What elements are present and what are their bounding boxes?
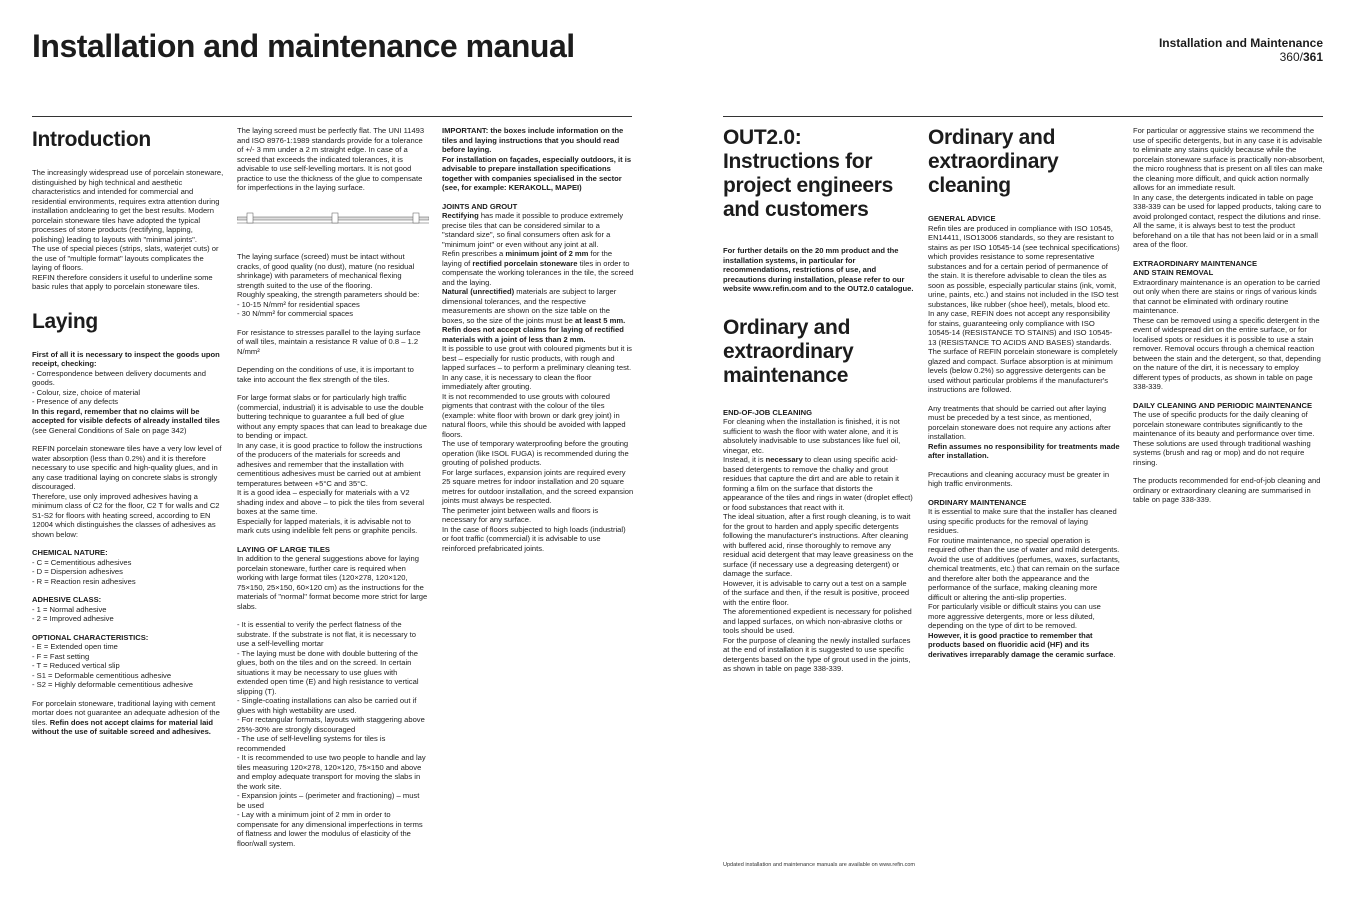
left-divider (32, 116, 632, 117)
extraordinary-paragraph: Extraordinary maintenance is an operation to be carried out only when there are stains or rings of various kinds that cannot be eliminated with ordinary routine maintenance. These can be removed using a specific detergent in the event of widespread dirt on the entire surface, or for localised spots or residues it is possible to use a stain remover. Removal occurs through a chemical reaction between the stain and the detergent, so that, depending on the nature of the dirt, it is necessary to employ different types of products, as shown in table on page 338-339. (1133, 277, 1321, 391)
cement-mortar-text: For porcelain stoneware, traditional laying with cement mortar does not guarantee an adequate adhesion of the tiles. (32, 698, 220, 727)
stains-paragraph: For particular or aggressive stains we recommend the use of specific detergents, but in any case it is advisable to eliminate any stains quickly because while the porcelain stoneware surface is practically non-absorbent, the micro roughness that is present on all tiles can make the cleaning more difficult, and quick action normally allows for an immediate result. In any case, the detergents indicated in table on page 338-339 can be used for lapped products, taking care to avoid prolonged contact, respect the dilutions and rinse. All the same, it is always best to test the product beforehand on a tile that has not been laid or in a small area of the floor. (1133, 126, 1325, 249)
out20-heading: OUT2.0: Instructions for project engineers and customers (723, 126, 893, 221)
footer-note: Updated installation and maintenance manuals are available on www.refin.com (723, 862, 916, 868)
hf-warning-bold: However, it is good practice to remember that products based on fluoridic acid (HF) and its derivatives irreparably damage the ceramic surface (928, 630, 1114, 659)
optional-characteristics-list: - E = Extended open time - F = Fast setting - T = Reduced vertical slip - S1 = Deformable cementitious adhesive - S2 = Highly deformable cementitious adhesive (32, 642, 194, 689)
out20-note: For further details on the 20 mm product and the installation systems, in particular for recommendations, restrictions of use, and precautions during installation, please refer to our website www.refin.com and to the OUT2.0 catalogue. (723, 246, 914, 293)
large-tiles-list: - It is essential to verify the perfect flatness of the substrate. If the substrate is not flat, it is necessary to use a self-levelling mortar - The laying must be done with double buttering of the glues, both on the tiles and on the screed. In certain situations it may be necessary to use glues with extended open time (E) and high resistance to vertical slipping (T). - Single-coating installations can also be carried out if glues with high wettability are used. - For rectangular formats, layouts with staggering above 25%-30% are strongly discouraged - The use of self-levelling systems for tiles is recommended - It is recommended to use two people to handle and lay tiles measuring 120×278, 120×120, 75×150 and above and employ adequate transport for moving the slabs in the work site. - Expansion joints – (perimeter and fractioning) – must be used - Lay with a minimum joint of 2 mm in order to compensate for any dimensional imperfections in terms of flatness and lower the modulus of elasticity of the floor/wall system. (237, 620, 426, 848)
surface-strength-paragraph: The laying surface (screed) must be intact without cracks, of good quality (no dust), mature (no residual shrinkage) with parameters of mechanical flexing strength suited to the use of the flooring. Roughly speaking, the strength parameters should be: - 10-15 N/mm² for residential spaces - 30 N/mm² for commercial spaces (237, 252, 420, 318)
page-number (1159, 50, 1323, 64)
column-5 (928, 126, 1120, 668)
laying-adhesives-paragraph: REFIN porcelain stoneware tiles have a very low level of water absorption (less than 0.2%) and it is therefore necessary to use specific and high-quality glues, and in any case traditional laying on concrete slabs is strongly discouraged. Therefore, use only improved adhesives having a minimum class of C2 for the floor, C2 T for walls and C2 S1-S2 for floors with heating screed, according to EN 12004 which distinguishes the classes of adhesives as shown below: (32, 444, 222, 539)
section-name: Installation and Maintenance (1158, 36, 1323, 50)
eoj-text-c: to clean using specific acid-based detergents to remove the chalky and grout residues that capture the dirt and are able to retain it forming a film on the surface that distorts the appearance of the tiles and rings in water (droplet effect) or food substances that react with it. The ideal situation, after a first rough cleaning, is to wait for the grout to harden and apply specific detergents following the manufacturer's instructions. After cleaning with buffered acid, rinse thoroughly to remove any residual acid detergent that may leave greasiness on the surface (if necessary use a degreasing detergent) or damage the surface. However, it is advisable to carry out a test on a sample of the surface and then, if the result is positive, proceed with the entire floor. The aforementioned expedient is necessary for polished and lapped surfaces, on which non-abrasive cloths or tools should be used. For the purpose of cleaning the newly installed surfaces at the end of installation it is suggested to use specific detergents based on the type of grout used in the joints, as shown in table on page 338-339. (723, 455, 914, 673)
straight-edge-diagram (237, 208, 429, 228)
natural-paragraph (442, 287, 634, 344)
laying-claims-bold: In this regard, remember that no claims will be accepted for visible defects of already installed tiles (32, 406, 220, 425)
end-of-job-paragraph-2 (723, 455, 915, 674)
large-format-paragraph: For large format slabs or for particularly high traffic (commercial, industrial) it is advisable to use the double buttering technique to guarantee a full bed of glue without any empty spaces that can lead to breakage due to bending or impact. In any case, it is good practice to follow the instructions of the producers of the materials for screeds and adhesives and remember that the installation with cementitious adhesives must be carried out at ambient temperatures between +5°C and 35°C. It is a good idea – especially for materials with a V2 shading index and above – to pick the tiles from several boxes at the same time. Especially for lapped materials, it is advisable not to mark cuts using indelible felt pens or graphite pencils. (237, 393, 427, 535)
page-current: 360/ (1279, 50, 1303, 64)
page-title: Installation and maintenance manual (32, 28, 575, 64)
hf-warning-end: . (1113, 649, 1116, 659)
wall-resistance-paragraph: For resistance to stresses parallel to the laying surface of wall tiles, maintain a resistance R value of 0.8 – 1.2 N/mm² (237, 327, 421, 356)
end-of-job-heading: END-OF-JOB CLEANING (723, 407, 813, 417)
natural-text-a: materials are subject to larger dimensional tolerances, and the respective measurements are shown on the size table on the boxes, so the size of the joints must be (442, 287, 617, 325)
optional-characteristics-heading: OPTIONAL CHARACTERISTICS: (32, 632, 149, 642)
introduction-heading: Introduction (32, 128, 151, 151)
end-of-job-paragraph-1: For cleaning when the installation is finished, it is not sufficient to wash the floor with water alone, and it is absolutely inadvisable to use substances like fuel oil, vinegar, etc. (723, 417, 901, 455)
adhesive-class-list: - 1 = Normal adhesive - 2 = Improved adhesive (32, 604, 114, 623)
chemical-nature-heading: CHEMICAL NATURE: (32, 548, 108, 557)
flex-strength-paragraph: Depending on the conditions of use, it is important to take into account the flex strength of the tiles. (237, 365, 414, 384)
ordinary-maintenance-paragraph: It is essential to make sure that the installer has cleaned using specific products for the removal of laying residues. For routine maintenance, no special operation is required other than the use of water and mild detergents. Avoid the use of additives (perfumes, waxes, surfactants, chemical treatments, etc.) that can remain on the surface and therefore alter both the appearance and the performance of the surface, making cleaning more difficult or altering the anti-slip properties. For particularly visible or difficult stains you can use more aggressive detergents, more or less diluted, depending on the type of dirt to be removed. (928, 507, 1120, 630)
cement-mortar-note (32, 699, 224, 737)
important-note: IMPORTANT: the boxes include information on the tiles and laying instructions that you should read before laying. For installation on façades, especially outdoors, it is advisable to prepare installation specifications together with companies specialised in the sector (see, for example: KERAKOLL, MAPEI) (442, 126, 632, 192)
ordinary-maintenance-heading: ORDINARY MAINTENANCE (928, 497, 1027, 507)
rectifying-min-joint: minimum joint of 2 mm (505, 249, 589, 258)
grout-paragraph: It is possible to use grout with coloured pigments but it is best – especially for rustic products, with rough and lapped surfaces – to perform a preliminary cleaning test. In any case, it is necessary to clean the floor immediately after grouting. It is not recommended to use grouts with coloured pigments that contrast with the colour of the tiles (example: white floor with brown or dark grey joint) in natural floors, while this should be avoided with lapped floors. The use of temporary waterproofing before the grouting operation (like ISOL FUGA) is recommended during the grouting of polished products. For large surfaces, expansion joints are required every 25 square metres for indoor installation and 20 square metres for outdoor installation, and the screed expansion joints must always be respected. The perimeter joint between walls and floors is necessary for any surface. In the case of floors subjected to high loads (industrial) or foot traffic (commercial) it is advisable to use reinforced prefabricated joints. (442, 344, 634, 553)
page-next: 361 (1302, 50, 1323, 64)
cleaning-heading: Ordinary and extraordinary cleaning (928, 126, 1059, 197)
natural-label: Natural (unrectified) (442, 287, 515, 296)
daily-cleaning-heading: DAILY CLEANING AND PERIODIC MAINTENANCE (1133, 400, 1313, 410)
chemical-nature-list: - C = Cementitious adhesives - D = Dispersion adhesives - R = Reaction resin adhesives (32, 557, 136, 586)
right-divider (723, 116, 1323, 117)
general-advice-paragraph: Refin tiles are produced in compliance with ISO 10545, EN14411, ISO13006 standards, so they are resistant to stains as per ISO 10545-14 (see technical specifications) which provides resistance to some representative substances and for a certain period of permanence of the stain. It is therefore advisable to clean the tiles as soon as possible, especially particular stains (ink, vomit, urine, paints, etc.) and stains not included in the ISO test substances, like rubber (shoe heel), metals, blood etc. In any case, REFIN does not accept any responsibility for stains, guaranteeing only compliance with ISO 10545-14 (RESISTANCE TO STAINS) and ISO 10545-13 (RESISTANCE TO ACIDS AND BASES) standards. The surface of REFIN porcelain stoneware is completely glazed and compact. Surface absorption is at minimum levels (below 0.2%) so aggressive detergents can be used without particular problems if the manufacturer's instructions are followed. (928, 223, 1120, 394)
hf-warning (928, 631, 1120, 660)
eoj-text-a: Instead, it is (723, 455, 766, 464)
precautions-paragraph: Precautions and cleaning accuracy must be greater in high traffic environments. (928, 469, 1110, 488)
column-1 (32, 126, 224, 746)
eoj-necessary: necessary (765, 455, 803, 464)
extraordinary-heading: EXTRAORDINARY MAINTENANCE AND STAIN REMOVAL (1133, 258, 1258, 277)
general-advice-heading: GENERAL ADVICE (928, 214, 996, 223)
rectifying-paragraph (442, 211, 634, 287)
laying-claims-tail: (see General Conditions of Sale on page 342) (32, 425, 187, 435)
joints-grout-heading: JOINTS AND GROUT (442, 201, 518, 211)
treatments-bold: Refin assumes no responsibility for treatments made after installation. (928, 441, 1120, 460)
column-6 (1133, 126, 1325, 514)
laying-check-list: - Correspondence between delivery documents and goods. - Colour, size, choice of material - Presence of any defects (32, 368, 206, 406)
laying-heading: Laying (32, 309, 98, 333)
rectifying-text-a: has made it possible to produce extremely precise tiles that can be considered similar to a "standard size", so final consumers often ask for a "minimum joint" or even without any joint at all. Refin prescribes a (442, 211, 624, 258)
large-tiles-heading: LAYING OF LARGE TILES (237, 544, 330, 554)
rectifying-porcelain: rectified porcelain stoneware (472, 258, 578, 268)
column-2 (237, 126, 429, 857)
adhesive-class-heading: ADHESIVE CLASS: (32, 595, 102, 604)
products-summary-paragraph: The products recommended for end-of-job cleaning and ordinary or extraordinary cleaning are summarised in table on page 338-339. (1133, 476, 1321, 504)
daily-cleaning-paragraph: The use of specific products for the daily cleaning of porcelain stoneware contributes significantly to the maintenance of its beauty and performance over time. These solutions are used through traditional washing systems (brush and rag or mop) and do not require rinsing. (1133, 410, 1315, 467)
laying-inspect-bold: First of all it is necessary to inspect the goods upon receipt, checking: (32, 349, 220, 368)
intro-paragraph: The increasingly widespread use of porcelain stoneware, distinguished by high technical and aesthetic characteristics and intended for commercial and residential environments, requires extra attention during installation andclearing to get the best results. Modern porcelain stoneware tiles have adopted the typical processes of stone products (rectifying, lapping, polishing) leading to layouts with "minimal joints". The use of special pieces (strips, slats, waterjet cuts) or the use of "multiple format" layouts complicates the laying of floors. REFIN therefore considers it useful to underline some basic rules that apply to porcelain stoneware tiles. (32, 168, 224, 291)
rectifying-text-c: for the laying of (442, 249, 613, 268)
treatments-paragraph: Any treatments that should be carried out after laying must be preceded by a test since, as mentioned, porcelain stoneware does not require any actions after installation. (928, 403, 1111, 441)
natural-text-b: at least 5 mm. Refin does not accept claims for laying of rectified materials with a joint of less than 2 mm. (442, 315, 626, 344)
column-3 (442, 126, 634, 562)
column-4 (723, 126, 915, 683)
screed-paragraph: The laying screed must be perfectly flat. The UNI 11493 and ISO 8976-1:1989 standards provide for a tolerance of +/- 3 mm under a 2 m straight edge. In case of a screed that exceeds the indicated tolerances, it is advisable to use self-levelling mortars. It is not good practice to use the thickness of the glue to compensate for imperfections in the laying surface. (237, 126, 425, 192)
laying-claims (32, 407, 224, 436)
rectifying-label: Rectifying (442, 211, 479, 220)
rectifying-text-e: tiles in order to compensate the working tolerances in the tile, the screed and the laying. (442, 258, 634, 287)
page-header-info (1159, 36, 1323, 64)
cement-mortar-bold: Refin does not accept claims for material laid without the use of suitable screed and adhesives. (32, 717, 214, 736)
large-tiles-paragraph: In addition to the general suggestions above for laying porcelain stoneware, further care is required when working with large format tiles (120×278, 120×120, 75×150, 25×150, 60×120 cm) as the instructions for the materials of "normal" format become more strict for large slabs. (237, 554, 428, 611)
maintenance-heading: Ordinary and extraordinary maintenance (723, 315, 854, 387)
